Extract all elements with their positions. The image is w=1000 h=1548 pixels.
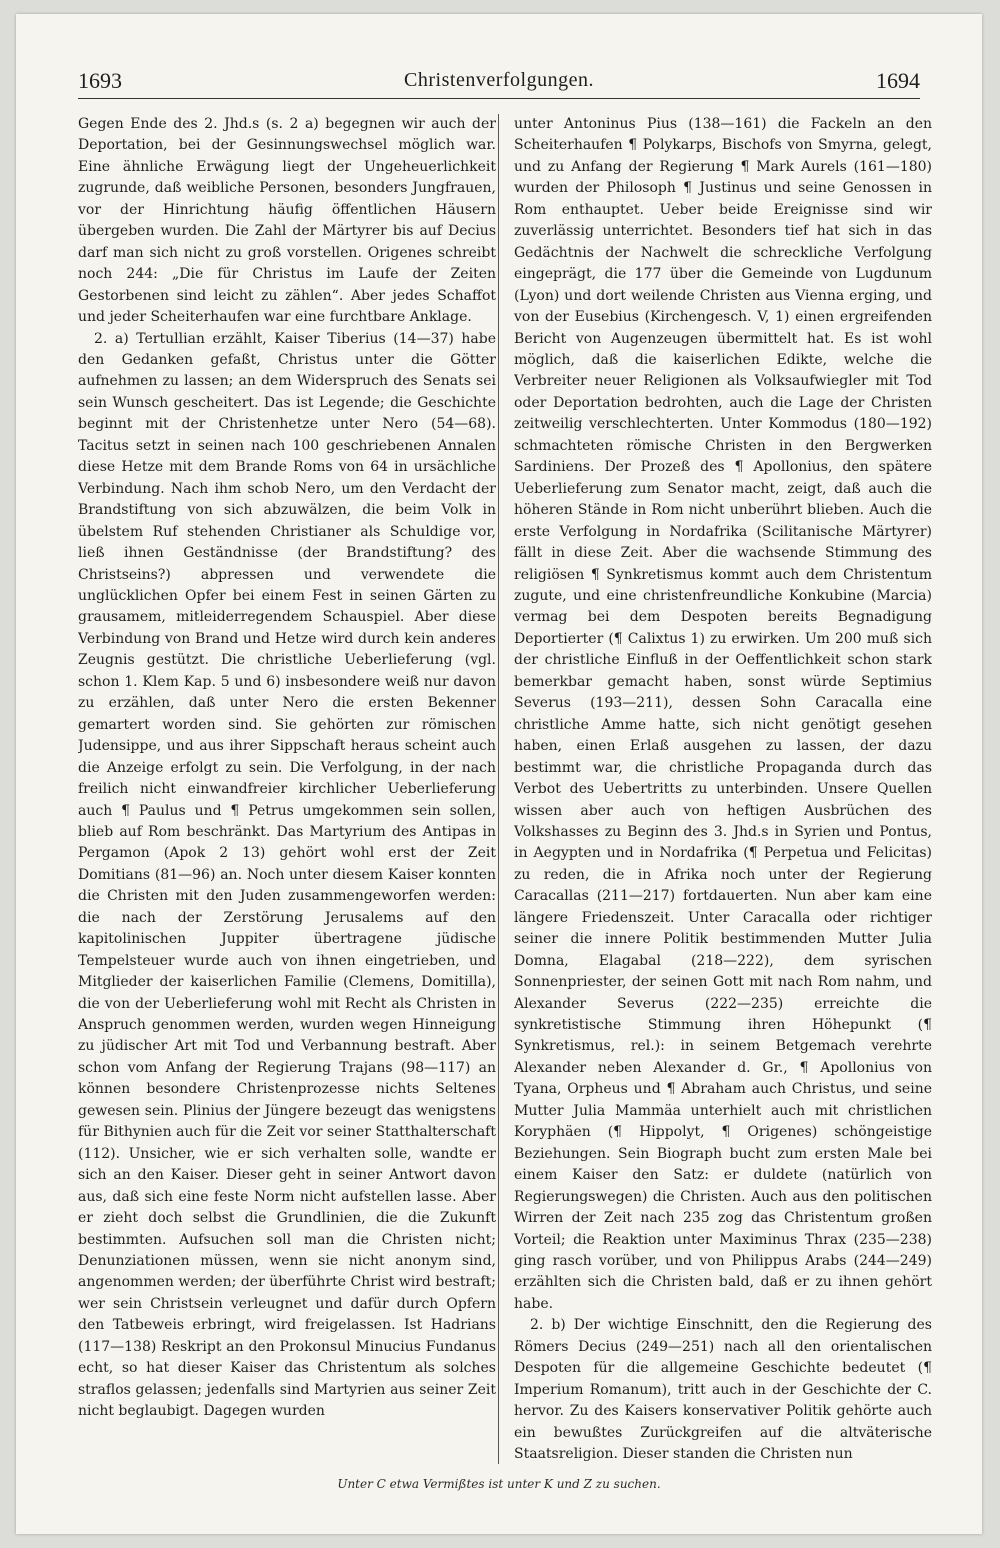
page-number-left: 1693 [78, 68, 122, 93]
page-number-right: 1694 [876, 68, 920, 93]
running-title: Christenverfolgungen. [404, 69, 594, 91]
right-paragraph-1: unter Antoninus Pius (138—161) die Fackeln an den Scheiterhaufen ¶ Polykarps, Bischofs von Smyrna, gelegt, und zu Anfang der Regierung ¶ Mark Aurels (161—180) wurden der Philosoph ¶ Justinus und seine Genossen in Rom enthauptet. Ueber beide Ereignisse sind wir zuverlässig unterrichtet. Besonders tief hat sich in das Gedächtnis der Nachwelt die schreckliche Verfolgung eingeprägt, die 177 über die Gemeinde von Lugdunum (Lyon) und dort weilende Christen aus Vienna erging, und von der Eusebius (Kirchengesch. V, 1) einen ergreifenden Bericht von Augenzeugen übermittelt hat. Es ist wohl möglich, daß die kaiserlichen Edikte, welche die Verbreiter neuer Religionen als Volksaufwiegler mit Tod oder Deportation bedrohten, auch die Lage der Christen zeitweilig verschlechterten. Unter Kommodus (180—192) schmachteten römische Christen in den Bergwerken Sardiniens. Der Prozeß des ¶ Apollonius, den spätere Ueberlieferung zum Senator macht, zeigt, daß auch die höheren Stände in Rom nicht unberührt blieben. Auch die erste Verfolgung in Nordafrika (Scilitanische Märtyrer) fällt in diese Zeit. Aber die wachsende Stimmung des religiösen ¶ Synkretismus kommt auch dem Christentum zugute, und eine christenfreundliche Konkubine (Marcia) vermag bei dem Despoten bereits Begnadigung Deportierter (¶ Calixtus 1) zu erwirken. Um 200 muß sich der christliche Einfluß in der Oeffentlichkeit schon stark bemerkbar gemacht haben, sonst würde Septimius Severus (193—211), dessen Sohn Caracalla eine christliche Amme hatte, sich nicht genötigt gesehen haben, einen Erlaß ausgehen zu lassen, der dazu bestimmt war, die christliche Propaganda durch das Verbot des Uebertritts zu unterbinden. Unsere Quellen wissen aber auch von heftigen Ausbrüchen des Volkshasses zu Beginn des 3. Jhd.s in Syrien und Pontus, in Aegypten und in Nordafrika (¶ Perpetua und Felicitas) zu reden, die in Afrika noch unter der Regierung Caracallas (211—217) fortdauerten. Nun aber kam eine längere Friedenszeit. Unter Caracalla oder richtiger seiner die innere Politik bestimmenden Mutter Julia Domna, Elagabal (218—222), dem syrischen Sonnenpriester, der seinen Gott mit nach Rom nahm, und Alexander Severus (222—235) erreichte die synkretistische Stimmung ihren Höhepunkt (¶ Synkretismus, rel.): in seinem Betgemach verehrte Alexander neben Alexander d. Gr., ¶ Apollonius von Tyana, Orpheus und ¶ Abraham auch Christus, und seine Mutter Julia Mammäa unterhielt auch mit christlichen Koryphäen (¶ Hippolyt, ¶ Origenes) schöngeistige Beziehungen. Sein Biograph bucht zum ersten Male bei einem Kaiser den Satz: er duldete (natürlich von Regierungswegen) die Christen. Auch aus den politischen Wirren der Zeit nach 235 zog das Christentum großen Vorteil; die Reaktion unter Maximinus Thrax (235—238) ging rasch vorüber, und von Philippus Arabs (244—249) erzählten sich die Christen bald, daß er zu ihnen gehört habe. [514, 116, 932, 1312]
right-paragraph-2: 2. b) Der wichtige Einschnitt, den die Regierung des Römers Decius (249—251) nach all den orientalischen Despoten für die allgemeine Geschichte bedeutet (¶ Imperium Romanum), tritt auch in der Geschichte der C. hervor. Zu des Kaisers konservativer Politik gehörte auch ein bewußtes Zurückgreifen auf die altväterische Staatsreligion. Dieser standen die Christen nun [514, 1317, 932, 1463]
right-column [514, 114, 932, 1466]
left-paragraph-1: Gegen Ende des 2. Jhd.s (s. 2 a) begegnen wir auch der Deportation, bei der Gesinnungswechsel möglich war. Eine ähnliche Erwägung liegt der Ungeheuerlichkeit zugrunde, daß weibliche Personen, besonders Jungfrauen, vor der Hinrichtung häufig öffentlichen Häusern übergeben wurden. Die Zahl der Märtyrer bis auf Decius darf man sich nicht zu groß vorstellen. Origenes schreibt noch 244: „Die für Christus im Laufe der Zeiten Gestorbenen sind leicht zu zählen“. Aber jedes Schaffot und jeder Scheiterhaufen war eine furchtbare Anklage. [78, 116, 496, 326]
page-header [78, 64, 920, 99]
column-divider [498, 114, 499, 1464]
footer-note: Unter C etwa Vermißtes ist unter K und Z zu suchen. [337, 1477, 661, 1491]
book-page [16, 14, 982, 1534]
left-paragraph-2: 2. a) Tertullian erzählt, Kaiser Tiberius (14—37) habe den Gedanken gefaßt, Christus unter die Götter aufnehmen zu lassen; an dem Widerspruch des Senats sei sein Wunsch gescheitert. Das ist Legende; die Geschichte beginnt mit der Christenhetze unter Nero (54—68). Tacitus setzt in seinen nach 100 geschriebenen Annalen diese Hetze mit dem Brande Roms von 64 in ursächliche Verbindung. Nach ihm schob Nero, um den Verdacht der Brandstiftung von sich abzuwälzen, die beim Volk in übelstem Ruf stehenden Christianer als Schuldige vor, ließ ihnen Geständnisse (der Brandstiftung? des Christseins?) abpressen und verwendete die unglücklichen Opfer bei einem Fest in seinen Gärten zu grausamem, mitleiderregendem Schauspiel. Aber diese Verbindung von Brand und Hetze wird durch kein anderes Zeugnis gestützt. Die christliche Ueberlieferung (vgl. schon 1. Klem Kap. 5 und 6) insbesondere weiß nur davon zu erzählen, daß unter Nero die ersten Bekenner gemartert worden sind. Sie gehörten zur römischen Judensippe, und aus ihrer Sippschaft heraus scheint auch die Anzeige erfolgt zu sein. Die Verfolgung, in der nach freilich nicht einwandfreier kirchlicher Ueberlieferung auch ¶ Paulus und ¶ Petrus umgekommen sein sollen, blieb auf Rom beschränkt. Das Martyrium des Antipas in Pergamon (Apok 2 13) gehört wohl erst der Zeit Domitians (81—96) an. Noch unter diesem Kaiser konnten die Christen mit den Juden zusammengeworfen werden: die nach der Zerstörung Jerusalems auf den kapitolinischen Juppiter übertragene jüdische Tempelsteuer wurde auch von ihnen eingetrieben, und Mitglieder der kaiserlichen Familie (Clemens, Domitilla), die von der Ueberlieferung wohl mit Recht als Christen in Anspruch genommen werden, wurden wegen Hinneigung zu jüdischer Art mit Tod und Verbannung bestraft. Aber schon vom Anfang der Regierung Trajans (98—117) an können besondere Christenprozesse nichts Seltenes gewesen sein. Plinius der Jüngere bezeugt das wenigstens für Bithynien auch für die Zeit vor seiner Statthalterschaft (112). Unsicher, wie er sich verhalten solle, wandte er sich an den Kaiser. Dieser geht in seiner Antwort davon aus, daß sich eine feste Norm nicht aufstellen lasse. Aber er zieht doch selbst die Grundlinien, die die Zukunft bestimmten. Aufsuchen soll man die Christen nicht; Denunziationen müssen, wenn sie nicht anonym sind, angenommen werden; der überführte Christ wird bestraft; wer sein Christsein verleugnet und dafür durch Opfern den Tatbeweis erbringt, wird freigelassen. Ist Hadrians (117—138) Reskript an den Prokonsul Minucius Fundanus echt, so hat dieser Kaiser das Christentum als solches straflos gelassen; jedenfalls sind Martyrien aus seiner Zeit nicht beglaubigt. Dagegen wurden [78, 330, 496, 1420]
left-column [78, 114, 496, 1466]
